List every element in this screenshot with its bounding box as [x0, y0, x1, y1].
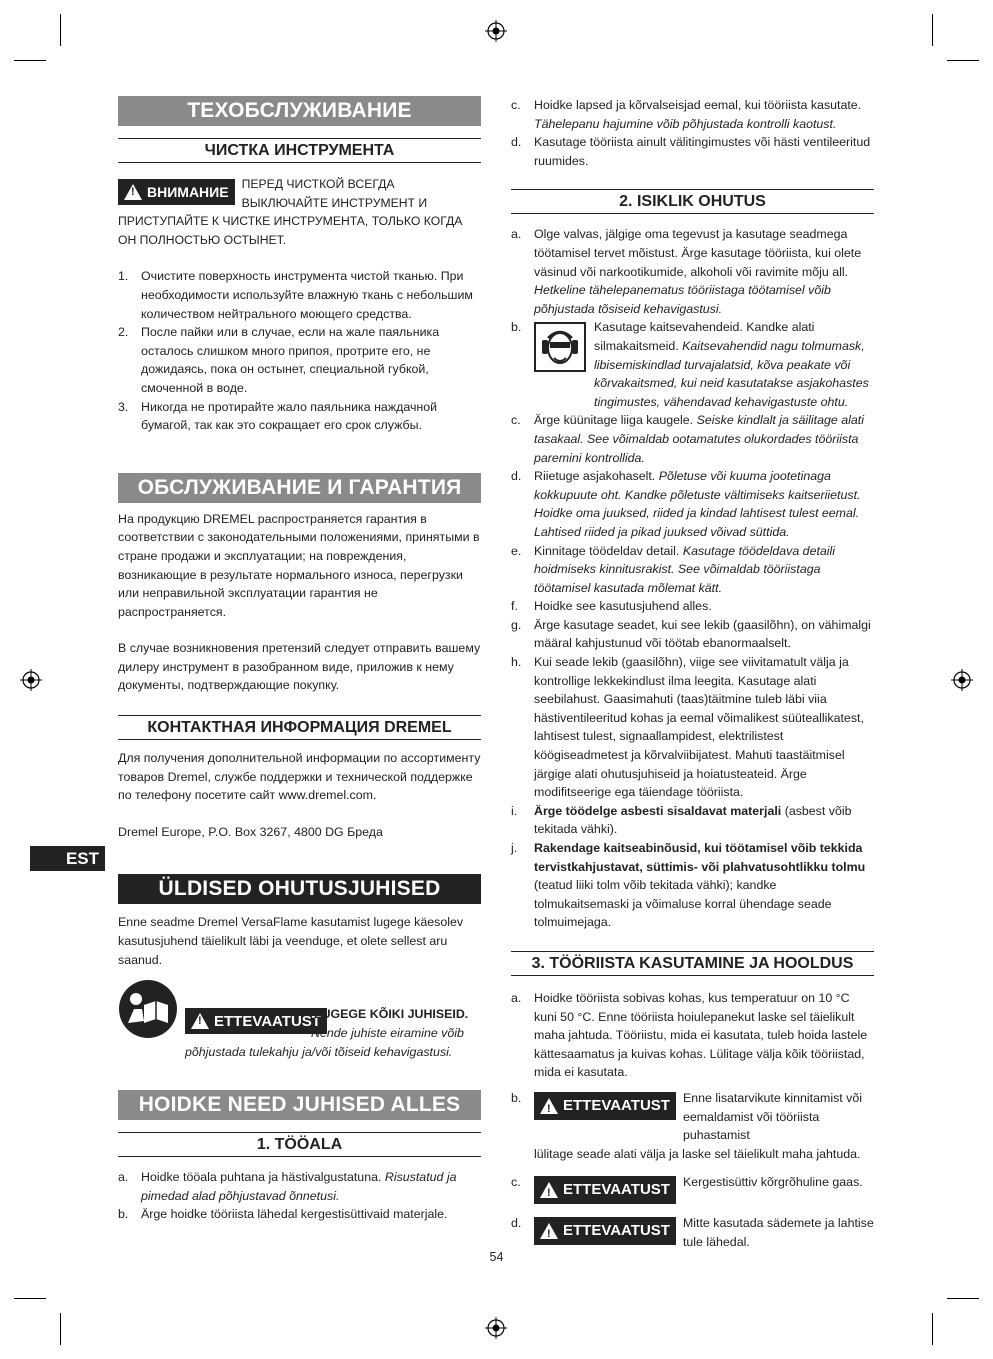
crop-mark — [60, 14, 61, 46]
personal-safety-list — [511, 225, 874, 932]
address: Dremel Europe, P.O. Box 3267, 4800 DG Бреда — [118, 824, 383, 839]
list-item: f. Hoidke see kasutusjuhend alles. — [511, 599, 712, 614]
warning-title: LUGEGE KÕIKI JUHISEID. — [314, 1007, 469, 1022]
warning-badge: ! ETTEVAATUST — [534, 1092, 676, 1120]
list-item: h. Kui seade lekib (gaasilõhn), viige see viivitamatult välja ja kontrollige lekkekindlust ilma leegita. Kasutage alati seebilahust. Gaasimahuti (taas)täitmine tuleb läbi viia hästiventileeritud kohas ja eemal võimalikest süüteallikatest, lahtisest tulest, signaallampidest, elektrilistest köögiseadmetest ja kõrvalviibijatest. Mahuti taastäitmisel järgige alati ohutusjuhiseid ja hoiatusteateid. Ärge modifitseerige ega täiendage tööriista. — [511, 655, 864, 800]
list-item: i. Ärge töödelge asbesti sisaldavat materjali (asbest võib tekitada vähki). — [511, 803, 852, 837]
paragraph: Enne seadme Dremel VersaFlame kasutamist lugege käesolev kasutusjuhend täielikult läbi ja veenduge, et olete sellest aru saanud. — [118, 915, 464, 967]
warning-text: Nende juhiste eiramine võib — [311, 1026, 464, 1041]
work-area-list-continued — [511, 96, 874, 170]
language-tab: EST — [30, 846, 105, 871]
list-item: a. Hoidke tööriista sobivas kohas, kus temperatuur on 10 °C kuni 50 °C. Enne tööriista hoiulepanekut laske sel täielikult maha jahtuda. Tööriistu, mida ei kasutata, tuleb hoida lastele kättesaamatus ja kuivas kohas. Lülitage välja kõik tööriistad, mida ei kasutata. — [511, 990, 868, 1080]
section-banner: ОБСЛУЖИВАНИЕ И ГАРАНТИЯ — [118, 473, 481, 503]
protective-equipment-icon — [534, 322, 586, 372]
paragraph: На продукцию DREMEL распространяется гарантия в соответствии с законодательными положениями, принятыми в стране продажи и эксплуатации; на повреждения, возникающие в результате нормального износа, перегрузки или неправильной эксплуатации гарантия не распространяется. — [118, 511, 480, 619]
list-item: c. ! ETTEVAATUST Kergestisüttiv kõrgrõhuline gaas. — [511, 1173, 874, 1204]
list-item: e. Kinnitage töödeldav detail. Kasutage töödeldava detaili hoidmiseks kinnitusrakist. See võimaldab tööriistaga töötamisel kasutada mõlemat kätt. — [511, 543, 836, 595]
crop-mark — [932, 1313, 933, 1345]
work-area-list — [118, 1168, 481, 1224]
crop-mark — [932, 14, 933, 46]
warning-triangle-icon — [540, 1223, 558, 1239]
warning-badge: ! ВНИМАНИЕ — [118, 179, 235, 205]
registration-mark-icon — [485, 20, 507, 42]
cleaning-steps — [118, 267, 481, 434]
warning-badge: ! ETTEVAATUST — [534, 1176, 676, 1204]
subsection-heading: 3. TÖÖRIISTA KASUTAMINE JA HOOLDUS — [511, 951, 874, 976]
crop-mark — [947, 1298, 979, 1299]
tool-use-list — [511, 989, 874, 1252]
warning-triangle-icon — [124, 184, 142, 200]
subsection-heading: 1. TÖÖALA — [118, 1132, 481, 1157]
list-item: d. Riietuge asjakohaselt. Põletuse või kuuma jootetinaga kokkupuute oht. Kandke põletuste vältimiseks kaitseriietust. Hoidke oma juuksed, riided ja kindad lahtisest tulest eemal. Lahtised riided ja pikad juuksed võivad süttida. — [511, 469, 861, 539]
list-item: j. Rakendage kaitseabinõusid, kui töötamisel võib tekkida tervistkahjustavat, süttimis- või plahvatusohtlikku tolmu (teatud liiki tolm võib tekitada vähki); kandke tolmukaitsemaski ja võimaluse korral ühendage seade tolmuimejaga. — [511, 841, 866, 930]
registration-mark-icon — [485, 1317, 507, 1339]
section-banner: ÜLDISED OHUTUSJUHISED — [118, 874, 481, 904]
subsection-heading: ЧИСТКА ИНСТРУМЕНТА — [118, 138, 481, 163]
list-item: b. Ärge hoidke tööriista lähedal kergestisüttivaid materjale. — [118, 1207, 448, 1222]
list-item: a. Hoidke tööala puhtana ja hästivalgustatuna. Risustatud ja pimedad alad põhjustavad õnnetusi. — [118, 1170, 457, 1203]
crop-mark — [14, 1298, 46, 1299]
list-item: 2. После пайки или в случае, если на жале паяльника осталось слишком много припоя, протрите его, не дожидаясь, пока он остынет, специальной губкой, смоченной в воде. — [118, 325, 440, 395]
warning-text-continued: põhjustada tulekahju ja/või tõiseid kehavigastusi. — [185, 1045, 453, 1060]
registration-mark-icon — [951, 669, 973, 691]
registration-mark-icon — [20, 669, 42, 691]
warning-badge: ! ETTEVAATUST — [534, 1217, 676, 1245]
read-manual-icon — [118, 979, 178, 1039]
warning-triangle-icon — [540, 1182, 558, 1198]
warning-text: ПЕРЕД ЧИСТКОЙ ВСЕГДА ВЫКЛЮЧАЙТЕ ИНСТРУМЕНТ И — [241, 177, 428, 210]
page-number: 54 — [489, 1250, 504, 1264]
paragraph: В случае возникновения претензий следует отправить вашему дилеру инструмент в разобранном виде, приложив к нему документы, подтверждающие покупку. — [118, 641, 481, 693]
crop-mark — [947, 60, 979, 61]
warning-triangle-icon — [191, 1013, 209, 1029]
list-item: 3. Никогда не протирайте жало паяльника наждачной бумагой, так как это сокращает его срок службы. — [118, 399, 438, 433]
section-banner: HOIDKE NEED JUHISED ALLES — [118, 1090, 481, 1120]
left-column — [118, 96, 481, 1224]
list-item: c. Hoidke lapsed ja kõrvalseisjad eemal, kui tööriista kasutate. Tähelepanu hajumine võib põhjustada kontrolli kaotust. — [511, 98, 862, 131]
list-item: b. ! ETTEVAATUST Enne lisatarvikute kinnitamist või eemaldamist või tööriista puhastamist lülitage seade alati välja ja laske sel täielikult maha jahtuda. — [511, 1089, 874, 1163]
list-item: a. Olge valvas, jälgige oma tegevust ja kasutage seadmega töötamisel tervet mõistust. Ärge kasutage tööriista, kui olete väsinud või narkootikumide, alkoholi või ravimite mõju all. Hetkeline tähelepanematus tööriistaga töötamisel võib põhjustada tõsiseid kehavigastusi. — [511, 227, 862, 316]
warning-triangle-icon — [540, 1098, 558, 1114]
paragraph: Для получения дополнительной информации по ассортименту товаров Dremel, службе поддержки и технической поддержке по телефону посетите сайт www.dremel.com. — [118, 751, 481, 803]
right-column — [511, 96, 874, 1252]
list-item: g. Ärge kasutage seadet, kui see lekib (gaasilõhn), on vähimalgi määral kahjustunud või töötab ebanormaalselt. — [511, 617, 871, 651]
list-item: c. Ärge küünitage liiga kaugele. Seiske kindlalt ja säilitage alati tasakaal. See võimaldab ootamatutes olukordades tööriista paremini kontrollida. — [511, 413, 864, 465]
section-banner: ТЕХОБСЛУЖИВАНИЕ — [118, 96, 481, 126]
list-item: b. Kasutage kaitsevahendeid. Kandke alati silmakaitsmeid. Kaitsevahendid nagu tolmumask, libisemiskindlad turvajalatsid, kõva peakate või kõrvakaitsmed, kui neid kasutatakse asjakohastes tingimustes, vähendavad kehavigastuste ohtu. — [511, 320, 869, 409]
subsection-heading: 2. ISIKLIK OHUTUS — [511, 189, 874, 214]
list-item: d. Kasutage tööriista ainult välitingimustes või hästi ventileeritud ruumides. — [511, 135, 871, 168]
list-item: 1. Очистите поверхность инструмента чистой тканью. При необходимости используйте влажную ткань с небольшим количеством нейтрального моющего средства. — [118, 269, 473, 321]
list-item: d. ! ETTEVAATUST Mitte kasutada sädemete ja lahtise tule lähedal. — [511, 1214, 874, 1251]
subsection-heading: КОНТАКТНАЯ ИНФОРМАЦИЯ DREMEL — [118, 715, 481, 740]
warning-badge: ! ETTEVAATUST — [185, 1008, 327, 1034]
crop-mark — [60, 1313, 61, 1345]
crop-mark — [14, 60, 46, 61]
warning-text-continued: ПРИСТУПАЙТЕ К ЧИСТКЕ ИНСТРУМЕНТА, ТОЛЬКО КОГДА ОН ПОЛНОСТЬЮ ОСТЫНЕТ. — [118, 214, 463, 247]
